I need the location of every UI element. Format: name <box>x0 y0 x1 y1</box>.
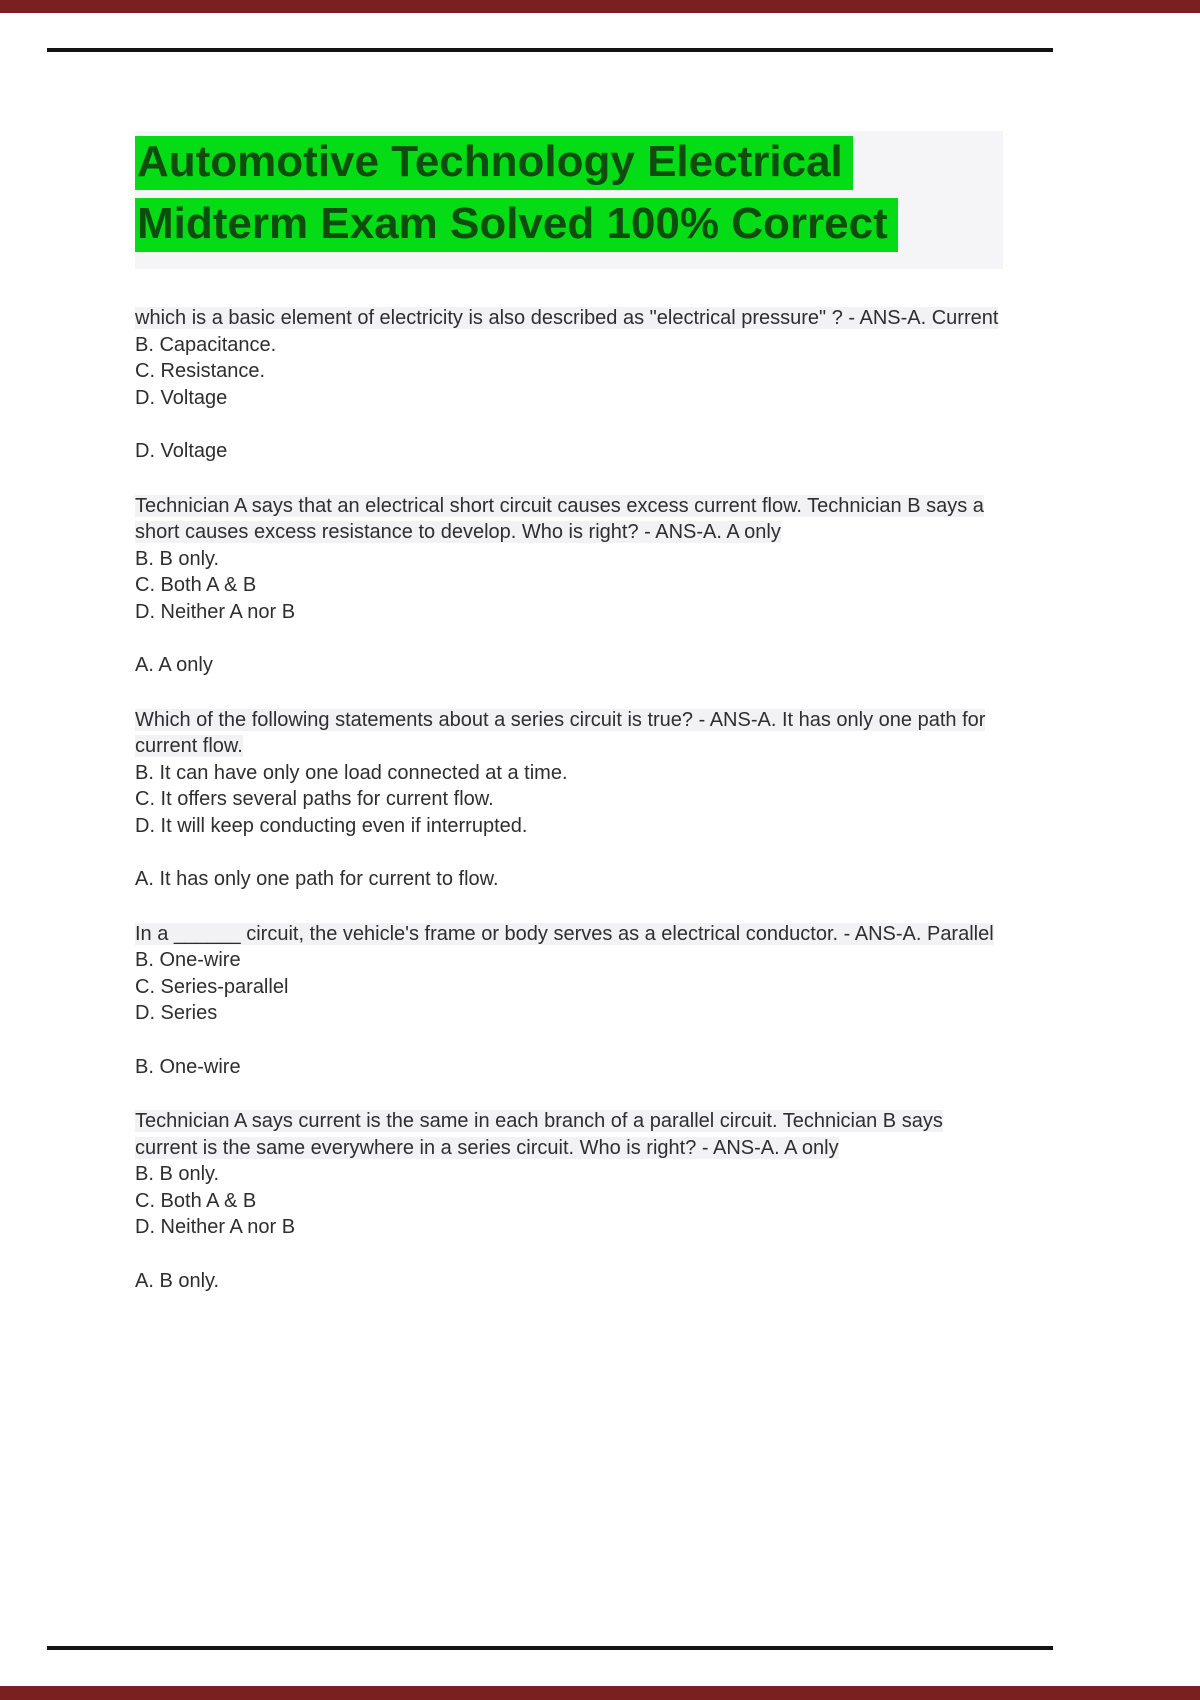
question-text: Which of the following statements about a series circuit is true? - ANS-A. It has only one path for current flow. <box>135 708 986 757</box>
option-line: D. Voltage <box>135 386 228 409</box>
question-text: In a ______ circuit, the vehicle's frame or body serves as a electrical conductor. - ANS-A. Parallel <box>135 922 994 945</box>
top-border-bar <box>0 0 1200 13</box>
answer-line: A. A only <box>135 654 213 676</box>
option-line: B. B only. <box>135 1163 220 1185</box>
option-line: D. Neither A nor B <box>135 600 296 623</box>
option-line: B. Capacitance. <box>135 333 277 356</box>
question-block <box>135 305 1003 465</box>
bottom-rule <box>47 1646 1053 1650</box>
answer-line: B. One-wire <box>135 1055 241 1078</box>
question-text: Technician A says that an electrical short circuit causes excess current flow. Technician B says a short causes excess resistance to develop. Who is right? - ANS-A. A only <box>135 494 984 543</box>
questions-body <box>135 305 1003 1294</box>
title-highlight-2: Midterm Exam Solved 100% Correct <box>135 198 898 252</box>
question-block <box>135 707 1003 893</box>
option-line: D. It will keep conducting even if interrupted. <box>135 814 528 837</box>
top-rule <box>47 48 1053 52</box>
document-title-line-1 <box>135 136 1003 198</box>
question-block <box>135 493 1003 679</box>
option-line: C. Resistance. <box>135 360 266 382</box>
title-highlight-1: Automotive Technology Electrical <box>135 136 853 190</box>
question-block <box>135 1108 1003 1294</box>
question-text: which is a basic element of electricity is also described as "electrical pressure" ? - ANS-A. Current <box>135 307 999 329</box>
option-line: B. One-wire <box>135 949 241 971</box>
answer-line: D. Voltage <box>135 440 228 462</box>
document-content <box>135 131 1003 1322</box>
option-line: B. B only. <box>135 547 220 570</box>
bottom-border-bar <box>0 1686 1200 1700</box>
option-line: D. Series <box>135 1002 218 1024</box>
option-line: C. Both A & B <box>135 574 257 596</box>
document-title-line-2 <box>135 198 1003 260</box>
answer-line: A. It has only one path for current to flow. <box>135 868 499 890</box>
option-line: B. It can have only one load connected at a time. <box>135 761 568 784</box>
option-line: D. Neither A nor B <box>135 1216 296 1238</box>
question-block <box>135 921 1003 1081</box>
question-text: Technician A says current is the same in each branch of a parallel circuit. Technician B says current is the same everywhere in a series circuit. Who is right? - ANS-A. A only <box>135 1110 943 1159</box>
option-line: C. It offers several paths for current flow. <box>135 788 494 810</box>
answer-line: A. B only. <box>135 1269 220 1292</box>
option-line: C. Both A & B <box>135 1189 257 1212</box>
option-line: C. Series-parallel <box>135 975 289 998</box>
document-title-block <box>135 131 1003 269</box>
